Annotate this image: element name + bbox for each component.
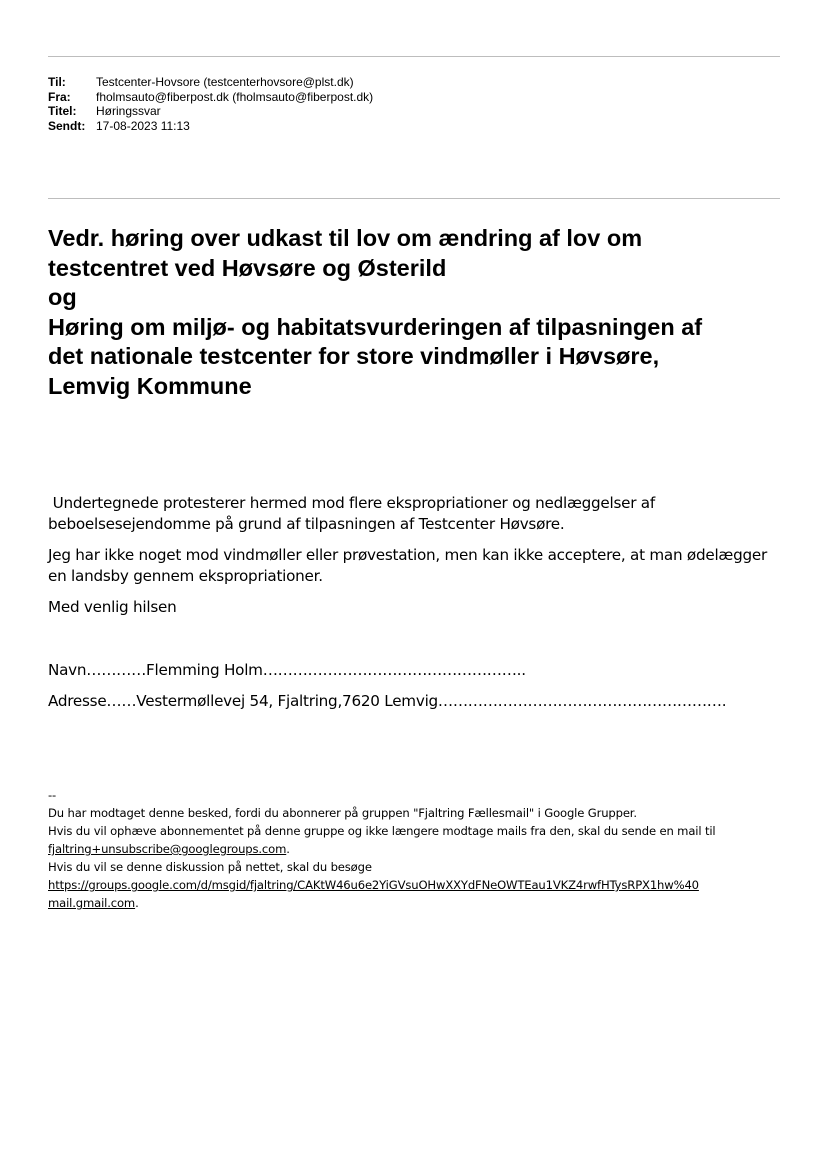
unsubscribe-suffix: .	[286, 842, 290, 856]
header-divider	[48, 198, 780, 199]
sent-row	[48, 119, 373, 134]
page-title	[48, 224, 788, 401]
discussion-link-row-1	[48, 876, 788, 894]
unsubscribe-link[interactable]: fjaltring+unsubscribe@googlegroups.com	[48, 842, 287, 856]
signature-address: Adresse……Vestermøllevej 54, Fjaltring,7620 Lemvig………………………………………………….	[48, 692, 727, 710]
sent-value: 17-08-2023 11:13	[96, 118, 190, 133]
discussion-link-continued[interactable]: mail.gmail.com	[48, 896, 136, 910]
discussion-link[interactable]: https://groups.google.com/d/msgid/fjaltring/CAKtW46u6e2YiGVsuOHwXXYdFNeOWTEau1VKZ4rwfHTysRPX1hw%40	[48, 878, 699, 892]
discussion-link-row-2	[48, 894, 788, 912]
footer-separator: --	[48, 788, 57, 802]
to-label: Til:	[48, 75, 66, 89]
discussion-suffix: .	[135, 896, 139, 910]
to-row	[48, 75, 373, 90]
unsubscribe-row	[48, 840, 788, 858]
from-value: fholmsauto@fiberpost.dk (fholmsauto@fiberpost.dk)	[96, 89, 374, 104]
subject-row	[48, 104, 373, 119]
closing-text: Med venlig hilsen	[48, 598, 177, 616]
sent-label: Sendt:	[48, 118, 86, 133]
title-line: Vedr. høring over udkast til lov om ændring af lov om	[48, 225, 643, 251]
title-line: testcentret ved Høvsøre og Østerild	[48, 254, 447, 281]
title-line: det nationale testcenter for store vindmøller i Høvsøre,	[48, 343, 660, 369]
body-paragraph-1: Undertegnede protesterer hermed mod flere ekspropriationer og nedlæggelser af beboelsesejendomme på grund af tilpasningen af Testcenter Høvsøre.	[48, 494, 660, 533]
subject-value: Høringssvar	[96, 104, 161, 118]
from-label: Fra:	[48, 89, 71, 104]
from-row	[48, 90, 373, 105]
email-header	[48, 75, 373, 133]
title-line: Lemvig Kommune	[48, 372, 252, 399]
subject-label: Titel:	[48, 104, 77, 118]
footer-line-1: Du har modtaget denne besked, fordi du abonnerer på gruppen "Fjaltring Fællesmail" i Google Grupper.	[48, 806, 637, 820]
body-paragraph-2: Jeg har ikke noget mod vindmøller eller prøvestation, men kan ikke acceptere, at man ødelægger en landsby gennem ekspropriationer.	[48, 546, 767, 585]
mailing-list-footer	[48, 786, 788, 912]
footer-line-3: Hvis du vil se denne diskussion på nettet, skal du besøge	[48, 860, 372, 874]
title-line: og	[48, 284, 77, 310]
footer-line-2: Hvis du vil ophæve abonnementet på denne gruppe og ikke længere modtage mails fra den, skal du sende en mail til	[48, 824, 716, 838]
to-value: Testcenter-Hovsore (testcenterhovsore@plst.dk)	[96, 75, 354, 89]
top-divider	[48, 56, 780, 57]
title-line: Høring om miljø- og habitatsvurderingen af tilpasningen af	[48, 313, 703, 340]
signature-name: Navn…………Flemming Holm……………………………………………..	[48, 661, 526, 679]
